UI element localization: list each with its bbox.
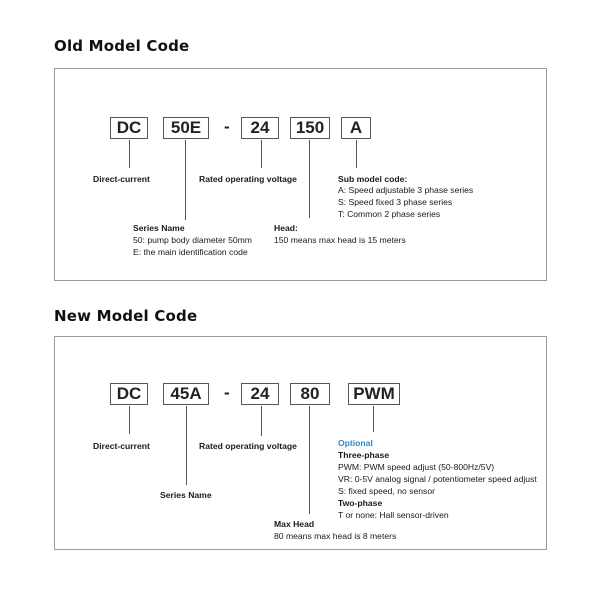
new-dash: - — [224, 383, 230, 402]
old-code-voltage: 24 — [241, 117, 279, 139]
new-max-head-line-1: 80 means max head is 8 meters — [274, 531, 397, 541]
old-series-name-label: Series Name — [133, 223, 185, 233]
new-s-line: S: fixed speed, no sensor — [338, 486, 435, 496]
new-code-head: 80 — [290, 383, 330, 405]
old-sub-line-1: A: Speed adjustable 3 phase series — [338, 185, 474, 195]
new-model-code-title: New Model Code — [54, 307, 198, 325]
new-code-optional: PWM — [348, 383, 400, 405]
old-dash: - — [224, 117, 230, 136]
old-sub-line-3: T: Common 2 phase series — [338, 209, 441, 219]
new-vr-line: VR: 0-5V analog signal / potentiometer speed adjust — [338, 474, 537, 484]
new-optional-label: Optional — [338, 438, 373, 448]
new-three-phase-label: Three-phase — [338, 450, 390, 460]
new-series-name-label: Series Name — [160, 490, 212, 500]
old-code-head: 150 — [290, 117, 330, 139]
old-head-line-1: 150 means max head is 15 meters — [274, 235, 406, 245]
old-sub-model-label: Sub model code: — [338, 174, 408, 184]
old-rated-voltage-label: Rated operating voltage — [199, 174, 297, 184]
old-head-label: Head: — [274, 223, 298, 233]
old-model-code-title: Old Model Code — [54, 37, 190, 55]
new-code-dc: DC — [110, 383, 148, 405]
old-code-sub: A — [341, 117, 371, 139]
new-direct-current-label: Direct-current — [93, 441, 150, 451]
old-direct-current-label: Direct-current — [93, 174, 150, 184]
new-pwm-line: PWM: PWM speed adjust (50-800Hz/5V) — [338, 462, 495, 472]
old-code-dc: DC — [110, 117, 148, 139]
new-code-voltage: 24 — [241, 383, 279, 405]
old-sub-line-2: S: Speed fixed 3 phase series — [338, 197, 453, 207]
old-series-line-2: E: the main identification code — [133, 247, 248, 257]
new-two-phase-label: Two-phase — [338, 498, 383, 508]
old-code-series: 50E — [163, 117, 209, 139]
new-rated-voltage-label: Rated operating voltage — [199, 441, 297, 451]
new-code-series: 45A — [163, 383, 209, 405]
old-series-line-1: 50: pump body diameter 50mm — [133, 235, 252, 245]
new-max-head-label: Max Head — [274, 519, 315, 529]
new-t-line: T or none: Hall sensor-driven — [338, 510, 449, 520]
